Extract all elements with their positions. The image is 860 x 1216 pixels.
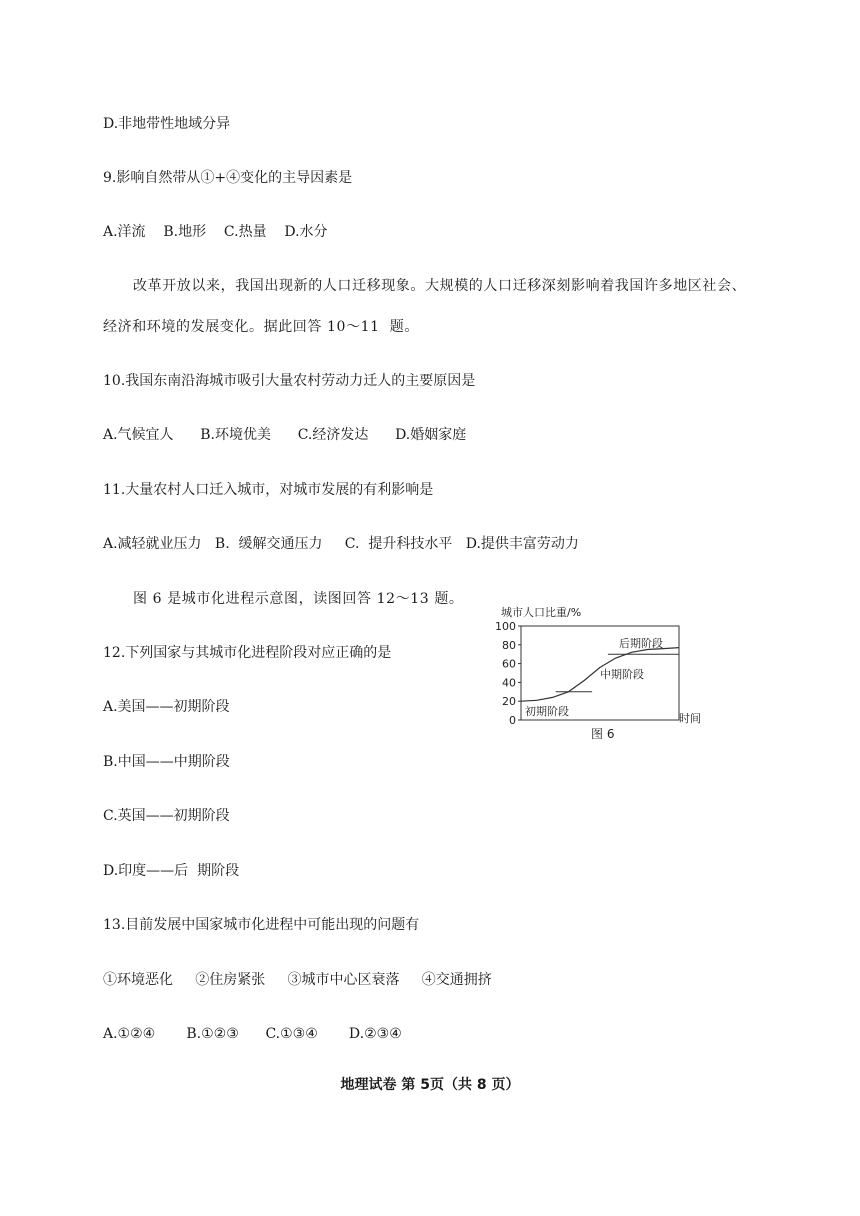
chart-title: 图 6 — [591, 727, 615, 741]
passage-intro-line1: 改革开放以来，我国出现新的人口迁移现象。大规模的人口迁移深刻影响着我国许多地区社会、 — [133, 278, 747, 294]
stage-label-middle: 中期阶段 — [600, 668, 644, 681]
stage-label-late: 后期阶段 — [619, 637, 663, 650]
options-q9: A.洋流 B.地形 C.热量 D.水分 — [103, 224, 328, 240]
y-tick-label: 0 — [509, 714, 516, 727]
urbanization-chart — [495, 600, 715, 750]
y-tick-label: 100 — [495, 620, 516, 633]
question-12: 12.下列国家与其城市化进程阶段对应正确的是 — [103, 645, 392, 661]
option-c-q12: C.英国——初期阶段 — [103, 808, 230, 824]
items-q13: ①环境恶化 ②住房紧张 ③城市中心区衰落 ④交通拥挤 — [103, 972, 492, 988]
option-a-q12: A.美国——初期阶段 — [103, 699, 230, 715]
question-13: 13.目前发展中国家城市化进程中可能出现的问题有 — [103, 917, 420, 933]
passage-intro-line2: 经济和环境的发展变化。据此回答 10～11 题。 — [103, 319, 419, 335]
option-b-q12: B.中国——中期阶段 — [103, 754, 230, 770]
stage-label-early: 初期阶段 — [525, 705, 569, 718]
figure-intro: 图 6 是城市化进程示意图，读图回答 12～13 题。 — [133, 591, 464, 607]
options-q11: A.减轻就业压力 B. 缓解交通压力 C. 提升科技水平 D.提供丰富劳动力 — [103, 536, 579, 552]
y-ticks — [495, 620, 521, 727]
y-tick-label: 40 — [502, 676, 516, 690]
question-11: 11.大量农村人口迁入城市，对城市发展的有利影响是 — [103, 482, 434, 498]
option-d-q8: D.非地带性地域分异 — [103, 116, 231, 132]
question-10: 10.我国东南沿海城市吸引大量农村劳动力迁人的主要原因是 — [103, 373, 476, 389]
question-9: 9.影响自然带从①+④变化的主导因素是 — [103, 170, 353, 186]
page-footer: 地理试卷 第 5页（共 8 页） — [340, 1077, 520, 1093]
option-d-q12: D.印度——后 期阶段 — [103, 863, 240, 879]
y-tick-label: 60 — [502, 657, 516, 671]
y-tick-label: 20 — [502, 695, 516, 709]
y-tick-label: 80 — [502, 638, 516, 652]
options-q10: A.气候宜人 B.环境优美 C.经济发达 D.婚姻家庭 — [103, 427, 467, 443]
y-axis-label: 城市人口比重/% — [501, 606, 582, 619]
x-axis-label: 时间 — [679, 712, 701, 725]
options-q13: A.①②④ B.①②③ C.①③④ D.②③④ — [103, 1026, 402, 1042]
